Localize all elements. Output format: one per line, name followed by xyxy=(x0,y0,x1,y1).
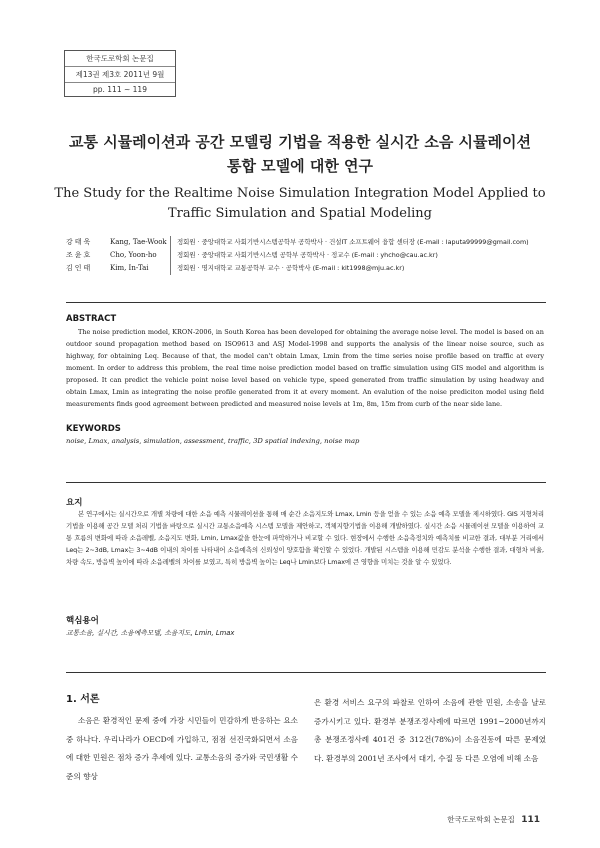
title-english-line-1: The Study for the Realtime Noise Simulation Integration Model Applied to xyxy=(54,186,546,201)
title-korean-line-2: 통합 모델에 대한 연구 xyxy=(226,157,374,175)
intro-text-left: 소음은 환경적인 문제 중에 가장 시민들이 민감하게 반응하는 요소 중 하나다. 우리나라가 OECD에 가입하고, 점점 선진국화되면서 소음에 대한 민원은 점차 증가 추세에 있다. 교통소음의 증가와 국민생활 수준의 향상 xyxy=(66,716,298,781)
intro-heading: 1. 서론 xyxy=(66,694,100,705)
section-divider xyxy=(66,672,546,673)
author-row xyxy=(66,236,546,249)
summary-ko-heading: 요지 xyxy=(66,498,83,508)
author-row xyxy=(66,249,546,262)
author-affiliation: 정회원 · 중앙대학교 사회기반시스템 공학부 공학박사 · 정교수 (E-mail : yhcho@cau.ac.kr) xyxy=(177,251,438,259)
section-divider xyxy=(66,482,546,483)
author-list xyxy=(66,236,546,275)
title-english xyxy=(0,184,600,224)
keywords-text: noise, Lmax, analysis, simulation, assessment, traffic, 3D spatial indexing, noise map xyxy=(66,437,360,445)
section-divider xyxy=(66,302,546,303)
title-korean xyxy=(0,130,600,178)
page-footer xyxy=(447,814,540,825)
author-affiliation: 정회원 · 명지대학교 교통공학부 교수 · 공학박사 (E-mail : kit1998@mju.ac.kr) xyxy=(177,264,405,272)
journal-issue: 제13권 제3호 2011년 9월 xyxy=(65,66,175,82)
footer-journal: 한국도로학회 논문집 xyxy=(447,815,515,824)
author-name-en: Kang, Tae-Wook xyxy=(110,236,171,249)
title-english-line-2: Traffic Simulation and Spatial Modeling xyxy=(168,206,432,221)
keywords-ko-text: 교통소음, 실시간, 소음예측모델, 소음지도, Lmin, Lmax xyxy=(66,629,235,637)
author-affiliation: 정회원 · 중앙대학교 사회기반시스템공학부 공학박사 · 건설IT 소프트웨어 융합 센터장 (E-mail : laputa99999@gmail.com) xyxy=(177,238,529,246)
author-name-ko: 강태욱 xyxy=(66,238,93,246)
author-name-en: Kim, In-Tai xyxy=(110,262,171,275)
author-name-ko: 조윤호 xyxy=(66,251,93,259)
abstract-heading: ABSTRACT xyxy=(66,314,117,324)
author-name-en: Cho, Yoon-ho xyxy=(110,249,171,262)
title-korean-line-1: 교통 시뮬레이션과 공간 모델링 기법을 적용한 실시간 소음 시뮬레이션 xyxy=(69,133,531,151)
journal-info-box xyxy=(64,50,176,97)
journal-name: 한국도로학회 논문집 xyxy=(86,54,154,63)
page-number: 111 xyxy=(521,815,540,825)
abstract-text: The noise prediction model, KRON-2006, in South Korea has been developed for obtaining the average noise level. The model is based on an outdoor sound propagation method based on ISO9613 and ASJ Model-1998 and supports the analysis of the linear noise source, such as highway, for obtaining Leq. Because of that, the model can't obtain Lmax, Lmin from the time series noise profile based on traffic at every moment. In order to address this problem, the real time noise prediction model based on traffic simulation using GIS model and algorithm is proposed. It can predict the vehicle point noise level based on vehicle type, speed generated from traffic simulation by using headway and obtain Lmax, Lmin as integrating the noise profile generated from it at every moment. An evalution of the noise prediciton model using field measurements finds good agreement between predicted and measured noise levels at 1m, 8m, 15m from curb of the near side lane. xyxy=(66,328,544,408)
summary-ko-text: 본 연구에서는 실시간으로 개별 차량에 대한 소음 예측 시뮬레이션을 통해 매 순간 소음지도와 Lmax, Lmin 등을 얻을 수 있는 소음 예측 모델을 제시하였다. GIS 지형처리 기법을 이용해 공간 모델 처리 기법을 바탕으로 실시간 교통소음예측 시스템 모델을 제안하고, 객체지향기법을 이용해 개발하였다. 실시간 소음 시뮬레이션 모델을 이용하여 교통 흐름의 변화에 따라 소음레벨, 소음지도 변화, Lmin, Lmax값을 한눈에 파악하거나 비교할 수 있다. 현장에서 수행한 소음측정치와 예측치를 비교한 결과, 대부분 거리에서 Leq는 2~3dB, Lmax는 3~4dB 이내의 차이를 나타내어 소음예측의 신뢰성이 양호함을 확인할 수 있었다. 개발된 시스템을 이용해 민감도 분석을 수행한 결과, 대형차 비율, 차량 속도, 방음벽 높이에 따라 소음레벨의 차이를 보였고, 특히 방음벽 높이는 Leq나 Lmin보다 Lmax에 큰 영향을 미치는 것을 알 수 있었다. xyxy=(66,510,544,566)
keywords-heading: KEYWORDS xyxy=(66,424,121,434)
author-name-ko: 김인태 xyxy=(66,264,93,272)
intro-text-right: 은 환경 서비스 요구의 파찰로 인하여 소음에 관한 민원, 소송을 날로 증가시키고 있다. 환경부 분쟁조정사례에 따르면 1991~2000년까지 총 분쟁조정사례 401건 중 312건(78%)이 소음진동에 따른 문제였다. 환경부의 2001년 조사에서 대기, 수질 등 다른 오염에 비해 소음 xyxy=(314,698,546,763)
author-row xyxy=(66,262,546,275)
journal-pages: pp. 111 ~ 119 xyxy=(65,82,175,96)
keywords-ko-heading: 핵심용어 xyxy=(66,616,99,626)
